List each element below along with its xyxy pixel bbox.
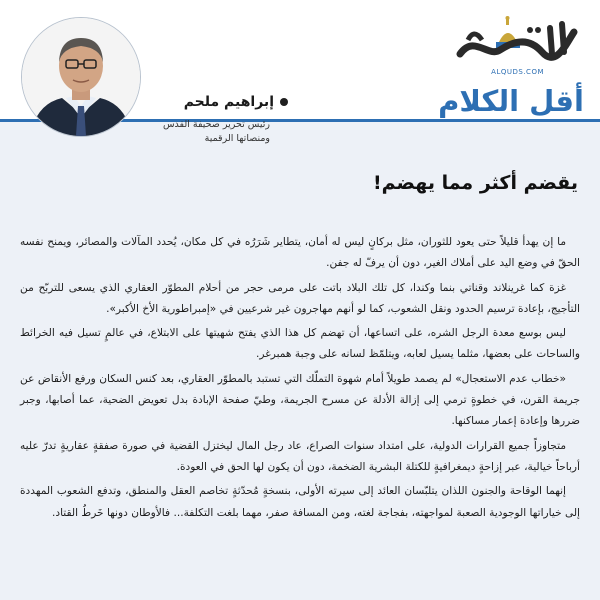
author-role-line1: رئيس تحرير صحيفة القدس — [162, 119, 270, 130]
article-paragraph: ما إن يهدأ قليلاً حتى يعود للثوران، مثل بركانٍ ليس له أمان، يتطاير شَرَرُه في كل مكان، يُحدد المآلات والمصائر، ويمنح نفسه الحقّ في وضع اليد على أملاك الغير، دون أن يرفّ له جفن. — [20, 236, 580, 270]
logo-subtitle: ALQUDS.COM — [491, 68, 544, 76]
newspaper-logo[interactable] — [454, 14, 580, 76]
article-paragraph: غزة كما غرينلاند وقناتي بنما وكندا، كل تلك البلاد باتت على مرمى حجر من أحلام المطوّر العقاري الذي يسعى للتربّح من التأجيج، بإعادة ترسيم الحدود ونقل الشعوب، كما لو أنهم مهاجرون غير شرعيين في «إمبراطورية الأخ الأكبر». — [20, 281, 580, 315]
article-paragraph: «خطاب عدم الاستعجال» لم يصمد طويلاً أمام شهوة التملّك التي تستبد بالمطوّر العقاري، بعد كنس السكان ورفع الأنقاض عن جريمة القرن، في خطوةٍ ترمي إلى إزالة الأدلة عن مسرح الجريمة، وطيّ صفحة الإبادة بدل تعويض الضحية، عما أصابها، وجبر ضررها وإعادة إعمار مساكنها. — [20, 372, 580, 428]
author-name[interactable]: إبراهيم ملحم — [183, 94, 274, 110]
author-role-line2: ومنصاتها الرقمية — [204, 133, 270, 144]
article-paragraph: ليس بوسع معدة الرجل الشره، على اتساعها، أن تهضم كل هذا الذي يفتح شهيتها على الابتلاع، في عالمٍ تسيل فيه الخرائط والساحات على بعضها، مثلما يسيل لعابه، ويتلمّظ لسانه على وجبة همبرغر. — [20, 327, 580, 361]
quds-logo-icon — [454, 14, 580, 68]
column-title: أقل الكلام — [438, 84, 584, 118]
article-body — [20, 232, 580, 527]
bullet-icon — [280, 98, 288, 106]
article-paragraph: متجاوزاً جميع القرارات الدولية، على امتداد سنوات الصراع، عاد رجل المال ليختزل القضية في صورة صفقةٍ عقاريةٍ تدرّ عليه أرباحاً خيالية، عبر إزاحةٍ ديمغرافيةٍ للكتلة البشرية الضخمة، دون أن يكون لها الحق في العودة. — [20, 439, 580, 473]
author-line — [184, 94, 288, 110]
article-headline: يقضم أكثر مما يهضم! — [372, 172, 578, 194]
author-role — [120, 118, 270, 146]
article-paragraph: إنهما الوقاحة والجنون اللذان يتلبّسان العائد إلى سيرته الأولى، بنسخةٍ مُحدّثةٍ تخاصم العقل والمنطق، وتدفع الشعوب المهددة إلى خياراتها الوجودية الصعبة لمواجهته، بفجاجة لغته، ومن المسافة صفر، مهما بلغت التكلفة... فالأوطان دونها خَرطُ القتاد. — [20, 485, 580, 519]
